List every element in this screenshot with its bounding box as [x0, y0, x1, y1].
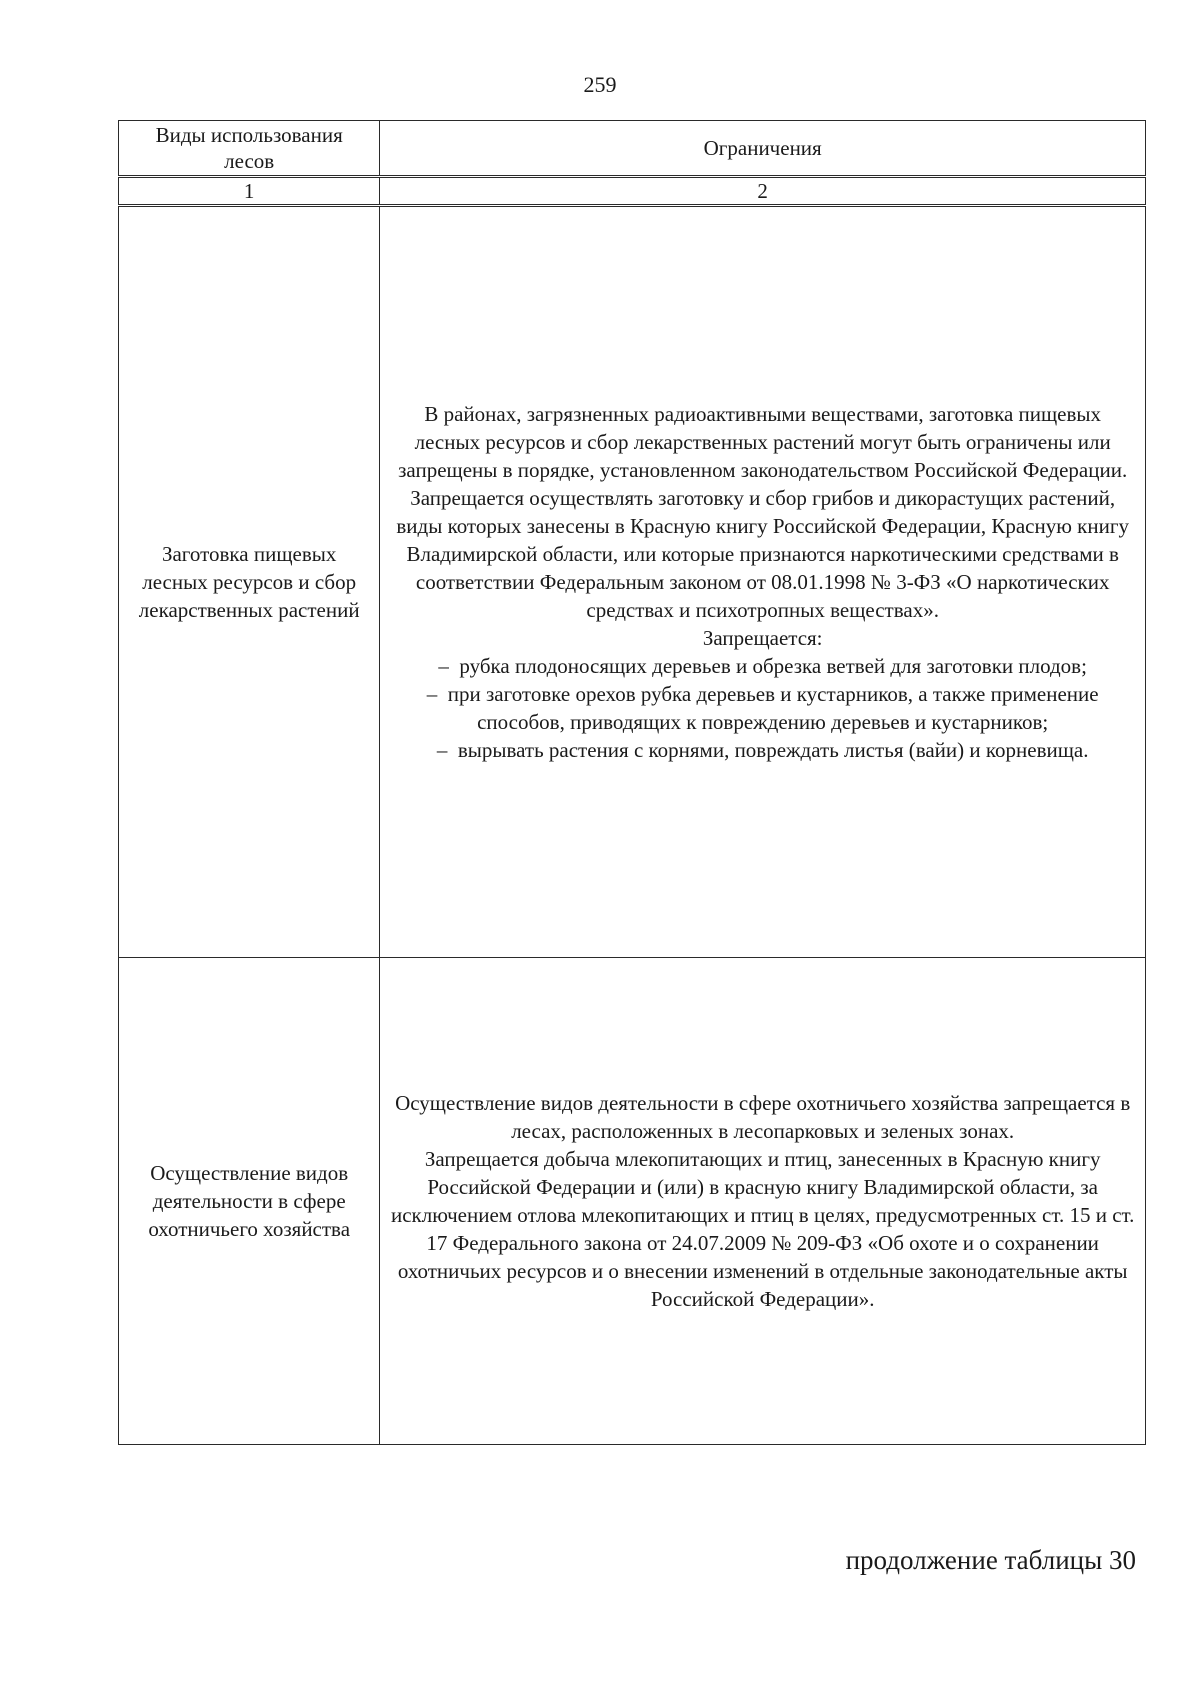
restrictions-cell: [380, 206, 1146, 958]
restriction-paragraph: Осуществление видов деятельности в сфере охотничьего хозяйства запрещается в лесах, расположенных в лесопарковых и зеленых зонах.: [395, 1091, 1131, 1143]
restriction-paragraph: Запрещается:: [702, 626, 823, 650]
column-number-1: 1: [119, 177, 380, 206]
usage-type-cell: Заготовка пищевых лесных ресурсов и сбор лекарственных растений: [119, 206, 380, 958]
page-number: 259: [583, 72, 617, 97]
usage-type-cell: Осуществление видов деятельности в сфере охотничьего хозяйства: [119, 958, 380, 1445]
restriction-paragraph: В районах, загрязненных радиоактивными веществами, заготовка пищевых лесных ресурсов и сбор лекарственных растений могут быть ограничены или запрещены в порядке, установленном законодательством Российской Федерации.: [398, 402, 1128, 482]
table-header-row: [119, 121, 1146, 177]
restriction-paragraph: Запрещается добыча млекопитающих и птиц, занесенных в Красную книгу Российской Федерации и (или) в красную книгу Владимирской области, за исключением отлова млекопитающих и птиц в целях, предусмотренных ст. 15 и ст. 17 Федерального закона от 24.07.2009 № 209-ФЗ «Об охоте и о сохранении охотничьих ресурсов и о внесении изменений в отдельные законодательные акты Российской Федерации».: [390, 1147, 1135, 1311]
restriction-list-item: – вырывать растения с корнями, повреждать листья (вайи) и корневища.: [390, 736, 1135, 764]
restrictions-table: [118, 120, 1146, 1445]
header-usage-type: Виды использования лесов: [119, 121, 380, 177]
table-row: [119, 958, 1146, 1445]
column-number-row: [119, 177, 1146, 206]
column-number-2: 2: [380, 177, 1146, 206]
header-restrictions: Ограничения: [380, 121, 1146, 177]
restriction-list-item: – рубка плодоносящих деревьев и обрезка ветвей для заготовки плодов;: [390, 652, 1135, 680]
restrictions-cell: [380, 958, 1146, 1445]
restriction-paragraph: Запрещается осуществлять заготовку и сбор грибов и дикорастущих растений, виды которых занесены в Красную книгу Российской Федерации, Красную книгу Владимирской области, или которые признаются наркотическими средствами в соответствии Федеральным законом от 08.01.1998 № 3-ФЗ «О наркотических средствах и психотропных веществах».: [396, 486, 1129, 622]
table-row: [119, 206, 1146, 958]
restriction-list-item: – при заготовке орехов рубка деревьев и кустарников, а также применение способов, приводящих к повреждению деревьев и кустарников;: [390, 680, 1135, 736]
table-continuation-note: продолжение таблицы 30: [845, 1545, 1136, 1575]
